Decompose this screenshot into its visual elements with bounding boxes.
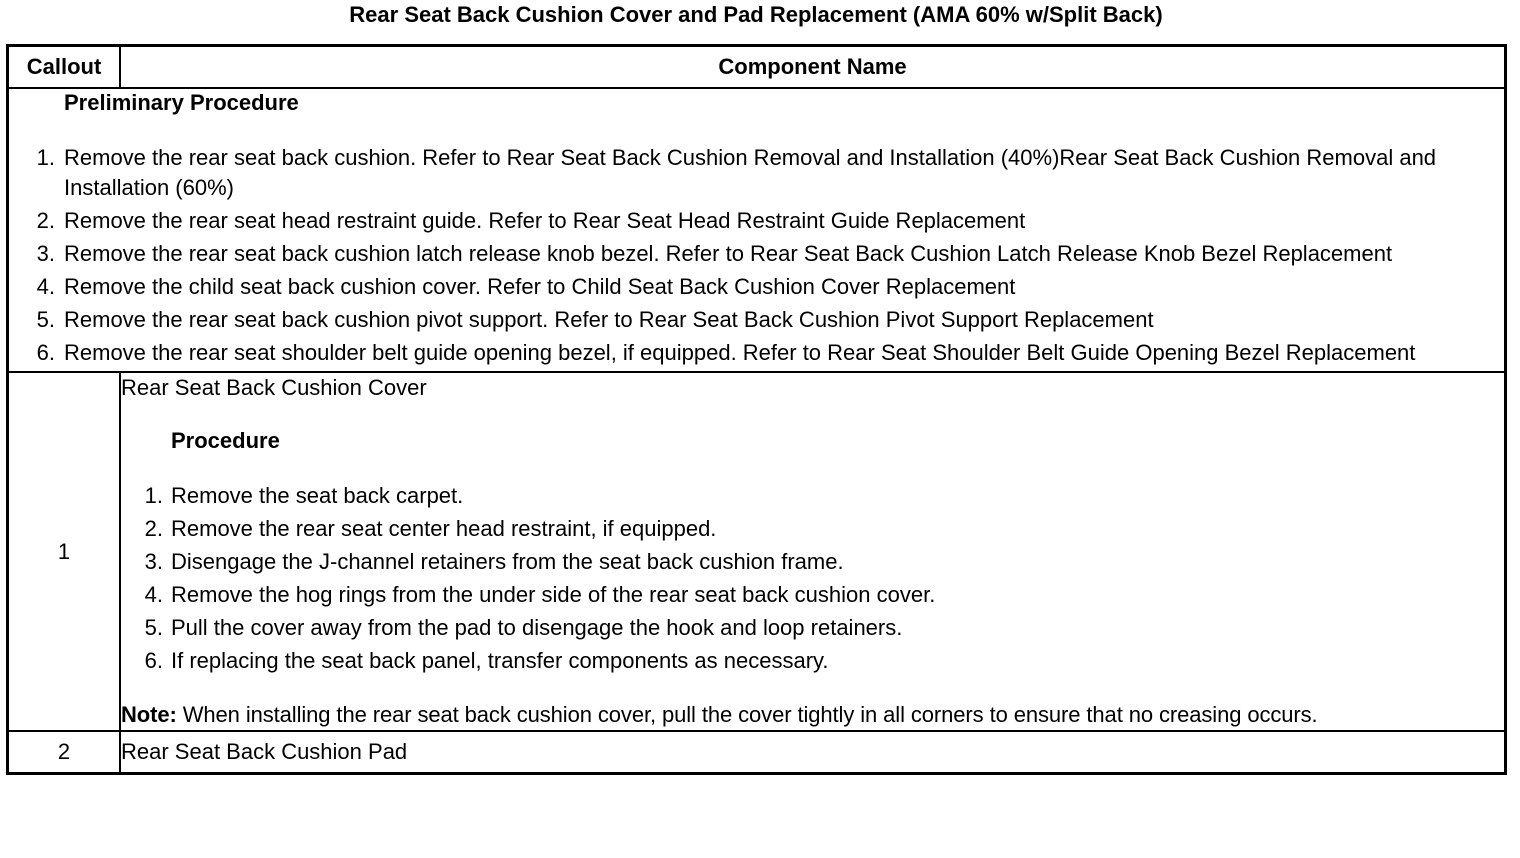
step-number: 5. [36, 307, 55, 332]
step-number: 6. [144, 648, 163, 673]
component-table [6, 44, 1507, 775]
step-text: If replacing the seat back panel, transfer components as necessary. [171, 648, 829, 673]
procedure-heading: Procedure [171, 428, 280, 453]
table-header-row [8, 46, 1506, 89]
list-item [121, 514, 1504, 544]
step-text: Pull the cover away from the pad to disengage the hook and loop retainers. [171, 615, 903, 640]
step-text: Remove the rear seat back cushion latch release knob bezel. Refer to Rear Seat Back Cushion Latch Release Knob Bezel Replacement [64, 241, 1393, 266]
step-text: Remove the child seat back cushion cover. Refer to Child Seat Back Cushion Cover Replacement [64, 274, 1016, 299]
list-item [9, 305, 1504, 335]
page-title: Rear Seat Back Cushion Cover and Pad Replacement (AMA 60% w/Split Back) [349, 2, 1163, 27]
step-text: Remove the rear seat back cushion. Refer to Rear Seat Back Cushion Removal and Installation (40%)Rear Seat Back Cushion Removal and Installation (60%) [64, 145, 1437, 200]
step-text: Remove the rear seat back cushion pivot support. Refer to Rear Seat Back Cushion Pivot Support Replacement [64, 307, 1154, 332]
step-text: Remove the rear seat center head restraint, if equipped. [171, 516, 717, 541]
list-item [121, 580, 1504, 610]
note [121, 700, 1504, 730]
preliminary-procedure-cell [8, 88, 1506, 372]
step-number: 5. [144, 615, 163, 640]
component-name-header: Component Name [120, 46, 1506, 89]
table-row [8, 731, 1506, 774]
step-text: Remove the rear seat shoulder belt guide opening bezel, if equipped. Refer to Rear Seat Shoulder Belt Guide Opening Bezel Replacement [64, 340, 1416, 365]
list-item [121, 646, 1504, 676]
callout-number: 1 [8, 372, 121, 731]
table-row [8, 372, 1506, 731]
list-item [9, 239, 1504, 269]
component-cell [120, 372, 1506, 731]
list-item [9, 338, 1504, 368]
list-item [9, 143, 1504, 203]
note-label: Note: [121, 702, 177, 727]
step-number: 3. [144, 549, 163, 574]
note-text: When installing the rear seat back cushion cover, pull the cover tightly in all corners to ensure that no creasing occurs. [176, 702, 1318, 727]
step-number: 3. [36, 241, 55, 266]
preliminary-row [8, 88, 1506, 372]
step-text: Remove the hog rings from the under side of the rear seat back cushion cover. [171, 582, 936, 607]
list-item [121, 481, 1504, 511]
callout-header: Callout [8, 46, 121, 89]
step-number: 1. [144, 483, 163, 508]
procedure-steps [121, 481, 1504, 676]
step-text: Remove the seat back carpet. [171, 483, 464, 508]
list-item [9, 272, 1504, 302]
step-number: 2. [144, 516, 163, 541]
preliminary-heading: Preliminary Procedure [64, 90, 299, 115]
step-number: 4. [144, 582, 163, 607]
callout-number: 2 [8, 731, 121, 774]
step-number: 4. [36, 274, 55, 299]
component-name: Rear Seat Back Cushion Pad [120, 731, 1506, 774]
step-number: 6. [36, 340, 55, 365]
list-item [121, 613, 1504, 643]
step-text: Remove the rear seat head restraint guide. Refer to Rear Seat Head Restraint Guide Replacement [64, 208, 1026, 233]
list-item [9, 206, 1504, 236]
step-number: 2. [36, 208, 55, 233]
preliminary-steps [9, 143, 1504, 368]
list-item [121, 547, 1504, 577]
step-number: 1. [36, 145, 55, 170]
component-name: Rear Seat Back Cushion Cover [121, 375, 427, 400]
step-text: Disengage the J-channel retainers from the seat back cushion frame. [171, 549, 844, 574]
